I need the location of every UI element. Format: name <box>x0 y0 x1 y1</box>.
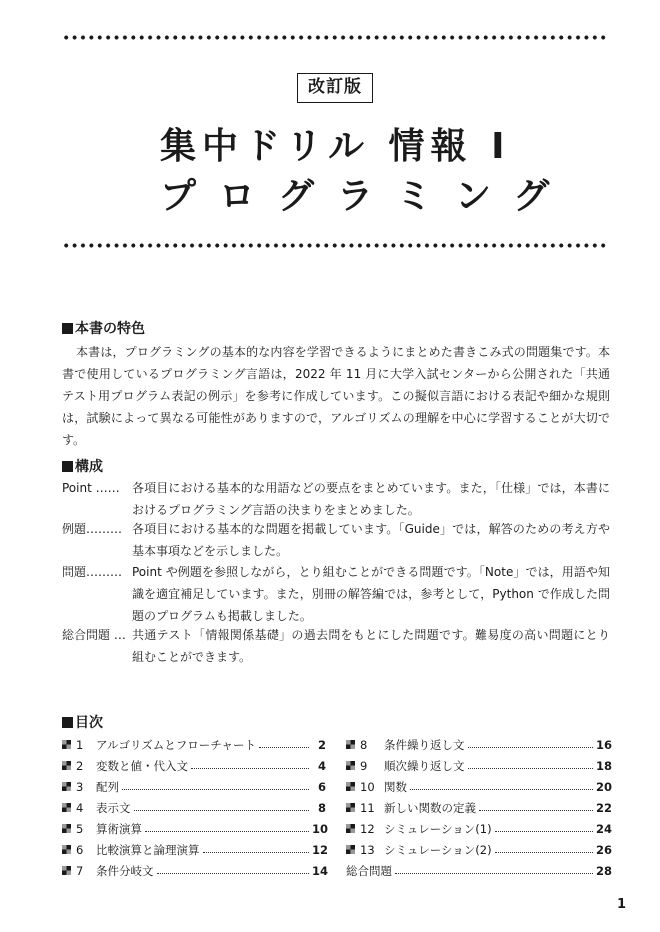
toc-entry[interactable]: 11 新しい関数の定義 22 <box>346 797 610 818</box>
cube-icon <box>346 803 355 812</box>
toc-entry[interactable]: 4 表示文 8 <box>62 797 326 818</box>
toc-entry[interactable]: 1 アルゴリズムとフローチャート 2 <box>62 734 326 755</box>
toc-entry[interactable]: 2 変数と値・代入文 4 <box>62 755 326 776</box>
cube-icon <box>346 761 355 770</box>
cube-icon <box>62 866 71 875</box>
heading-square-icon <box>62 461 73 472</box>
structure-label: Point …… <box>62 481 120 495</box>
structure-text: 各項目における基本的な問題を掲載しています。「Guide」では，解答のための考え方や基本事項などを示しました。 <box>132 522 610 558</box>
cube-icon <box>62 845 71 854</box>
toc-entry[interactable]: 9 順次繰り返し文 18 <box>346 755 610 776</box>
structure-item <box>62 624 610 668</box>
cube-icon <box>346 845 355 854</box>
book-subtitle: プログラミング <box>160 176 573 217</box>
toc-right-column <box>346 734 613 881</box>
cube-icon <box>346 824 355 833</box>
toc-entry[interactable]: 10 関数 20 <box>346 776 610 797</box>
toc-entry[interactable]: 7 条件分岐文 14 <box>62 860 326 881</box>
toc-entry[interactable]: 3 配列 6 <box>62 776 326 797</box>
structure-item <box>62 561 610 627</box>
cube-icon <box>62 761 71 770</box>
cube-icon <box>346 782 355 791</box>
heading-square-icon <box>62 717 73 728</box>
heading-square-icon <box>62 323 73 334</box>
toc-entry[interactable]: 12 シミュレーション(1) 24 <box>346 818 610 839</box>
features-body: 本書は，プログラミングの基本的な内容を学習できるようにまとめた書きこみ式の問題集です。本書で使用しているプログラミング言語は，2022 年 11 月に大学入試センターから公開された「共通テスト用プログラム表記の例示」を参考に作成しています。この擬似言語における表記や細かな規則は，試験によって異なる可能性がありますので，アルゴリズムの理解を中心に学習することが大切です。 <box>62 345 610 447</box>
structure-item <box>62 518 610 562</box>
toc-entry[interactable]: 13 シミュレーション(2) 26 <box>346 839 610 860</box>
bottom-dotted-rule <box>62 243 608 248</box>
toc-entry[interactable]: 5 算術演算 10 <box>62 818 326 839</box>
toc-heading: 目次 <box>62 712 103 732</box>
toc-entry[interactable]: 総合問題 28 <box>346 863 613 878</box>
cube-icon <box>62 782 71 791</box>
page-number: 1 <box>617 897 627 912</box>
top-dotted-rule <box>62 35 608 40</box>
structure-item <box>62 477 610 521</box>
structure-text: Point や例題を参照しながら，とり組むことができる問題です。「Note」では，用語や知識を適宜補足しています。また，別冊の解答編では，参考として，Python で作成した問題のプログラムも掲載しました。 <box>132 565 610 623</box>
cube-icon <box>62 803 71 812</box>
structure-text: 各項目における基本的な用語などの要点をまとめています。また，「仕様」では，本書におけるプログラミング言語の決まりをまとめました。 <box>132 481 610 517</box>
cube-icon <box>346 740 355 749</box>
cube-icon <box>62 824 71 833</box>
structure-text: 共通テスト「情報関係基礎」の過去問をもとにした問題です。難易度の高い問題にとり組むことができます。 <box>132 628 610 664</box>
toc-entry[interactable]: 6 比較演算と論理演算 12 <box>62 839 326 860</box>
toc-entry[interactable]: 8 条件繰り返し文 16 <box>346 734 610 755</box>
edition-badge: 改訂版 <box>297 73 373 103</box>
book-title: 集中ドリル 情報 I <box>160 126 511 167</box>
structure-heading: 構成 <box>62 456 103 476</box>
cube-icon <box>62 740 71 749</box>
features-heading: 本書の特色 <box>62 318 145 338</box>
toc-left-column <box>62 734 329 881</box>
structure-label: 例題……… <box>62 522 123 536</box>
structure-label: 問題……… <box>62 565 123 579</box>
structure-label: 総合問題 … <box>62 628 126 642</box>
